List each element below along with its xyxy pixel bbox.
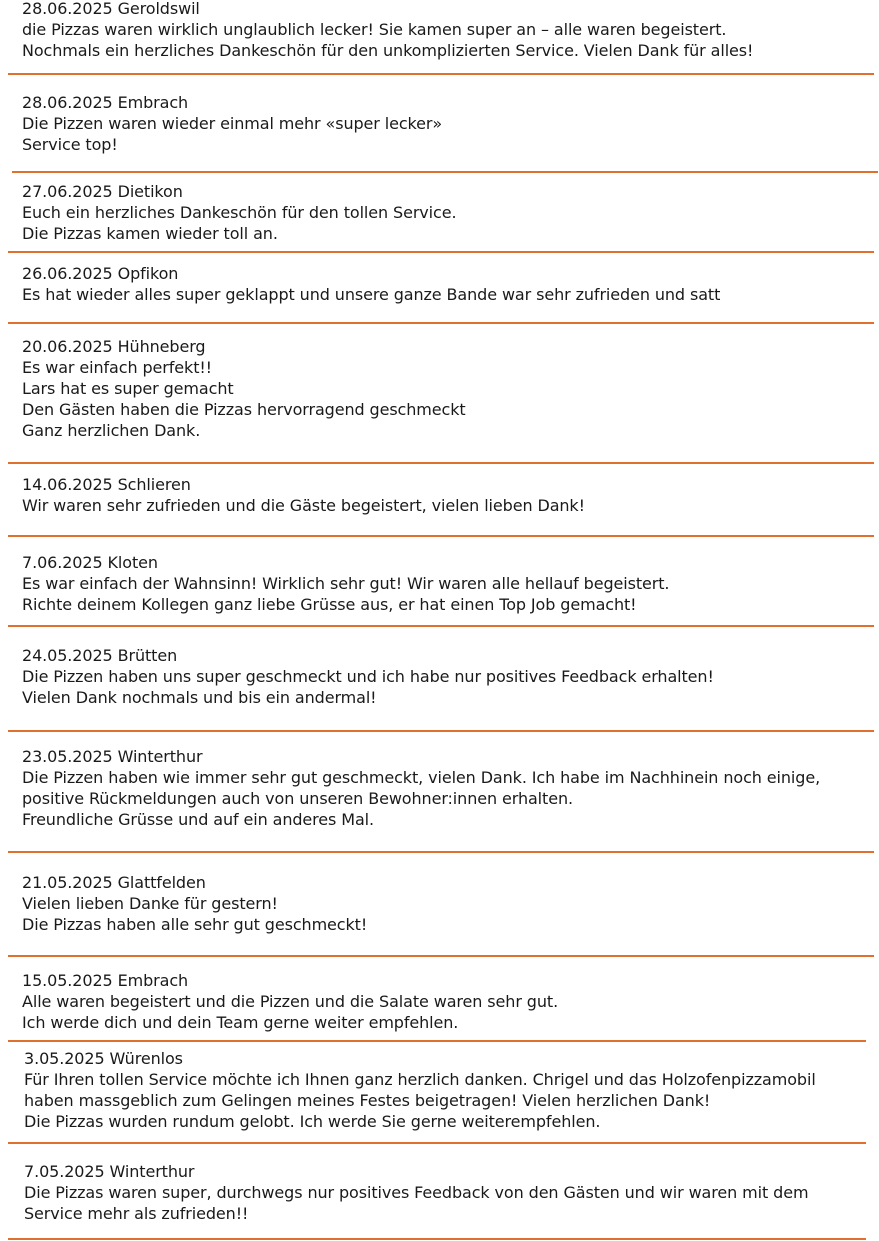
testimonial-entry (22, 552, 872, 615)
testimonial-text: Es hat wieder alles super geklappt und unsere ganze Bande war sehr zufrieden und satt (22, 285, 721, 304)
testimonial-text: haben massgeblich zum Gelingen meines Festes beigetragen! Vielen herzlichen Dank! (24, 1091, 711, 1110)
divider (8, 1040, 866, 1042)
testimonial-header: 15.05.2025 Embrach (22, 971, 189, 990)
testimonial-entry (22, 336, 872, 441)
testimonial-text: Die Pizzen haben uns super geschmeckt und ich habe nur positives Feedback erhalten! (22, 667, 714, 686)
testimonial-header: 26.06.2025 Opfikon (22, 264, 179, 283)
testimonial-header: 20.06.2025 Hühneberg (22, 337, 206, 356)
testimonial-text: Die Pizzas waren super, durchwegs nur positives Feedback von den Gästen und wir waren mit dem (24, 1183, 809, 1202)
testimonial-entry (22, 474, 872, 516)
divider (8, 251, 874, 253)
testimonial-text: Ganz herzlichen Dank. (22, 421, 201, 440)
testimonial-header: 28.06.2025 Embrach (22, 93, 189, 112)
testimonial-text: Alle waren begeistert und die Pizzen und die Salate waren sehr gut. (22, 992, 559, 1011)
testimonial-text: Service mehr als zufrieden!! (24, 1204, 249, 1223)
testimonial-text: Für Ihren tollen Service möchte ich Ihnen ganz herzlich danken. Chrigel und das Holzofenpizzamobil (24, 1070, 816, 1089)
testimonial-text: Ich werde dich und dein Team gerne weiter empfehlen. (22, 1013, 459, 1032)
testimonial-entry (22, 263, 872, 305)
testimonial-text: Wir waren sehr zufrieden und die Gäste begeistert, vielen lieben Dank! (22, 496, 585, 515)
testimonial-header: 3.05.2025 Würenlos (24, 1049, 183, 1068)
testimonial-entry (22, 872, 872, 935)
divider (8, 535, 874, 537)
testimonial-header: 21.05.2025 Glattfelden (22, 873, 206, 892)
testimonial-header: 24.05.2025 Brütten (22, 646, 178, 665)
divider (8, 955, 874, 957)
testimonial-text: Euch ein herzliches Dankeschön für den tollen Service. (22, 203, 457, 222)
testimonial-text: Die Pizzas haben alle sehr gut geschmeckt! (22, 915, 368, 934)
divider (12, 171, 878, 173)
testimonial-entry (22, 92, 872, 155)
testimonial-text: Vielen Dank nochmals und bis ein andermal! (22, 688, 377, 707)
testimonial-header: 27.06.2025 Dietikon (22, 182, 183, 201)
testimonial-text: positive Rückmeldungen auch von unseren Bewohner:innen erhalten. (22, 789, 573, 808)
testimonial-header: 7.05.2025 Winterthur (24, 1162, 195, 1181)
testimonial-text: Es war einfach der Wahnsinn! Wirklich sehr gut! Wir waren alle hellauf begeistert. (22, 574, 670, 593)
testimonial-text: Den Gästen haben die Pizzas hervorragend geschmeckt (22, 400, 466, 419)
testimonial-text: Nochmals ein herzliches Dankeschön für den unkomplizierten Service. Vielen Dank für alles! (22, 41, 754, 60)
divider (8, 73, 874, 75)
testimonial-entry (22, 645, 872, 708)
testimonial-header: 14.06.2025 Schlieren (22, 475, 191, 494)
divider (8, 1142, 866, 1144)
testimonial-text: Die Pizzen waren wieder einmal mehr «super lecker» (22, 114, 443, 133)
testimonial-text: Es war einfach perfekt!! (22, 358, 212, 377)
divider (8, 730, 874, 732)
testimonial-entry (22, 970, 872, 1033)
testimonial-header: 23.05.2025 Winterthur (22, 747, 203, 766)
testimonial-text: Service top! (22, 135, 118, 154)
testimonial-entry (24, 1048, 874, 1132)
testimonial-header: 7.06.2025 Kloten (22, 553, 158, 572)
testimonial-text: Vielen lieben Danke für gestern! (22, 894, 278, 913)
testimonial-entry (22, 0, 872, 61)
testimonial-text: Lars hat es super gemacht (22, 379, 234, 398)
divider (8, 462, 874, 464)
testimonial-text: Freundliche Grüsse und auf ein anderes Mal. (22, 810, 375, 829)
divider (8, 625, 874, 627)
divider (8, 322, 874, 324)
testimonial-entry (24, 1161, 874, 1224)
testimonial-text: Die Pizzas kamen wieder toll an. (22, 224, 278, 243)
testimonial-entry (22, 746, 872, 830)
testimonial-text: Die Pizzen haben wie immer sehr gut geschmeckt, vielen Dank. Ich habe im Nachhinein noch einige, (22, 768, 821, 787)
divider (8, 1238, 866, 1240)
divider (8, 851, 874, 853)
testimonial-text: die Pizzas waren wirklich unglaublich lecker! Sie kamen super an – alle waren begeistert. (22, 20, 727, 39)
testimonial-text: Die Pizzas wurden rundum gelobt. Ich werde Sie gerne weiterempfehlen. (24, 1112, 601, 1131)
testimonial-header: 28.06.2025 Geroldswil (22, 0, 200, 18)
testimonial-entry (22, 181, 872, 244)
testimonial-text: Richte deinem Kollegen ganz liebe Grüsse aus, er hat einen Top Job gemacht! (22, 595, 637, 614)
